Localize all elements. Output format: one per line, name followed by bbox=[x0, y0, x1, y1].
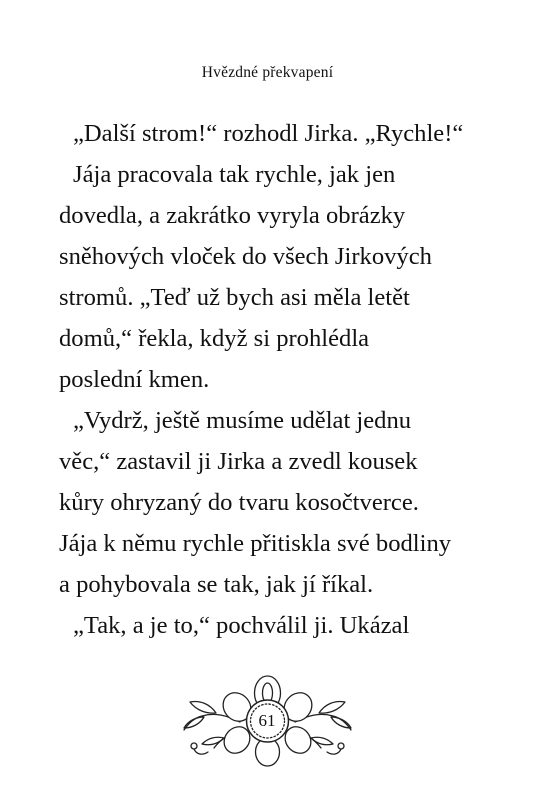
text-line: Jája k němu rychle přitiskla své bodliny bbox=[59, 530, 452, 557]
text-line: „Vydrž, ještě musíme udělat jednu bbox=[73, 407, 412, 434]
text-line: stromů. „Teď už bych asi měla letět bbox=[59, 284, 410, 311]
text-line: dovedla, a zakrátko vyryla obrázky bbox=[59, 202, 406, 229]
text-line: poslední kmen. bbox=[59, 366, 210, 393]
text-line: kůry ohryzaný do tvaru kosočtverce. bbox=[59, 489, 419, 516]
text-line: „Další strom!“ rozhodl Jirka. „Rychle!“ bbox=[73, 120, 464, 147]
text-line: a pohybovala se tak, jak jí říkal. bbox=[59, 571, 374, 598]
text-line: Jája pracovala tak rychle, jak jen bbox=[73, 161, 396, 188]
text-line: sněhových vloček do všech Jirkových bbox=[59, 243, 432, 270]
page-number: 61 bbox=[258, 711, 276, 730]
text-line: věc,“ zastavil ji Jirka a zvedl kousek bbox=[59, 448, 418, 475]
text-line: „Tak, a je to,“ pochválil ji. Ukázal bbox=[73, 612, 410, 639]
running-header: Hvězdné překvapení bbox=[201, 64, 334, 81]
text-line: domů,“ řekla, když si prohlédla bbox=[59, 325, 370, 352]
body-text bbox=[59, 113, 499, 646]
